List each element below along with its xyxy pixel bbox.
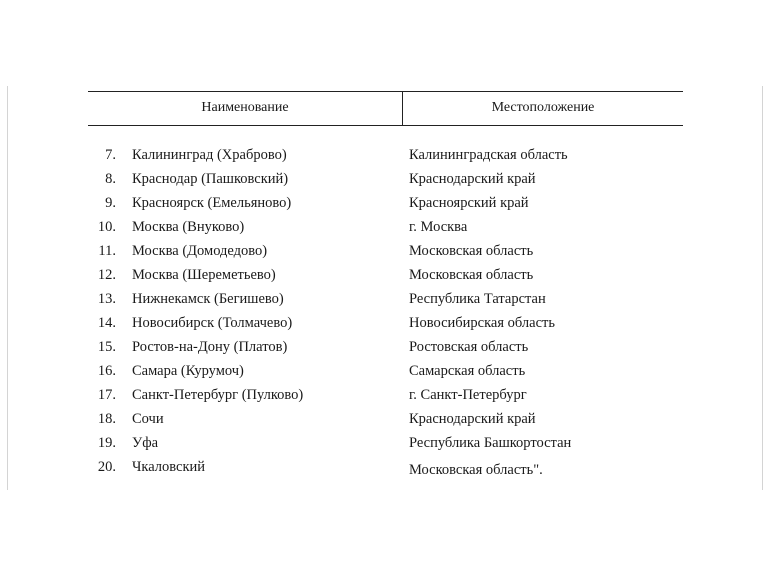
table-row <box>88 311 683 335</box>
page-edge-left <box>7 86 8 490</box>
table-row <box>88 431 683 455</box>
table-row <box>88 143 683 167</box>
row-airport-name: Калининград (Храброво) <box>132 147 287 163</box>
table-row <box>88 335 683 359</box>
row-number: 17. <box>97 387 116 403</box>
row-number: 20. <box>97 459 116 475</box>
row-number: 12. <box>97 267 116 283</box>
row-location: Самарская область <box>409 363 526 379</box>
row-location: Республика Татарстан <box>409 291 546 307</box>
row-number: 9. <box>105 195 116 211</box>
row-airport-name: Нижнекамск (Бегишево) <box>132 291 284 307</box>
airports-table <box>88 91 683 479</box>
row-number: 7. <box>105 147 116 163</box>
table-row <box>88 383 683 407</box>
header-location: Местоположение <box>491 100 595 115</box>
page-edge-right <box>762 86 763 490</box>
row-number: 19. <box>97 435 116 451</box>
row-location: Новосибирская область <box>409 315 555 331</box>
table-row <box>88 263 683 287</box>
row-location: Московская область <box>409 267 534 283</box>
row-location: Краснодарский край <box>409 171 536 187</box>
row-airport-name: Новосибирск (Толмачево) <box>132 315 293 331</box>
row-location: Ростовская область <box>409 339 529 355</box>
table-row <box>88 215 683 239</box>
row-location: Калининградская область <box>409 147 568 163</box>
row-location: г. Москва <box>409 219 468 235</box>
row-airport-name: Санкт-Петербург (Пулково) <box>132 387 304 403</box>
row-airport-name: Красноярск (Емельяново) <box>132 195 292 211</box>
row-airport-name: Уфа <box>132 435 159 451</box>
table-row <box>88 167 683 191</box>
row-number: 15. <box>97 339 116 355</box>
row-airport-name: Ростов-на-Дону (Платов) <box>132 339 288 355</box>
table-body <box>88 143 683 479</box>
row-number: 18. <box>97 411 116 427</box>
row-number: 11. <box>98 243 116 259</box>
row-airport-name: Сочи <box>132 411 164 427</box>
row-airport-name: Москва (Шереметьево) <box>132 267 276 283</box>
row-location: Красноярский край <box>409 195 529 211</box>
row-number: 16. <box>97 363 116 379</box>
table-row <box>88 191 683 215</box>
row-airport-name: Чкаловский <box>132 459 206 475</box>
row-location: Московская область". <box>409 462 543 478</box>
table-row <box>88 239 683 263</box>
row-airport-name: Самара (Курумоч) <box>132 363 244 379</box>
table-row <box>88 287 683 311</box>
row-location: г. Санкт-Петербург <box>409 387 527 403</box>
row-location: Московская область <box>409 243 534 259</box>
row-airport-name: Москва (Внуково) <box>132 219 245 235</box>
row-number: 8. <box>105 171 116 187</box>
header-name: Наименование <box>201 100 289 115</box>
row-location: Краснодарский край <box>409 411 536 427</box>
table-row <box>88 359 683 383</box>
row-airport-name: Москва (Домодедово) <box>132 243 268 259</box>
row-number: 13. <box>97 291 116 307</box>
table-header <box>88 91 683 126</box>
row-location: Республика Башкортостан <box>409 435 572 451</box>
row-number: 10. <box>97 219 116 235</box>
table-row <box>88 407 683 431</box>
row-airport-name: Краснодар (Пашковский) <box>132 171 289 187</box>
row-number: 14. <box>97 315 116 331</box>
table-row <box>88 455 683 479</box>
